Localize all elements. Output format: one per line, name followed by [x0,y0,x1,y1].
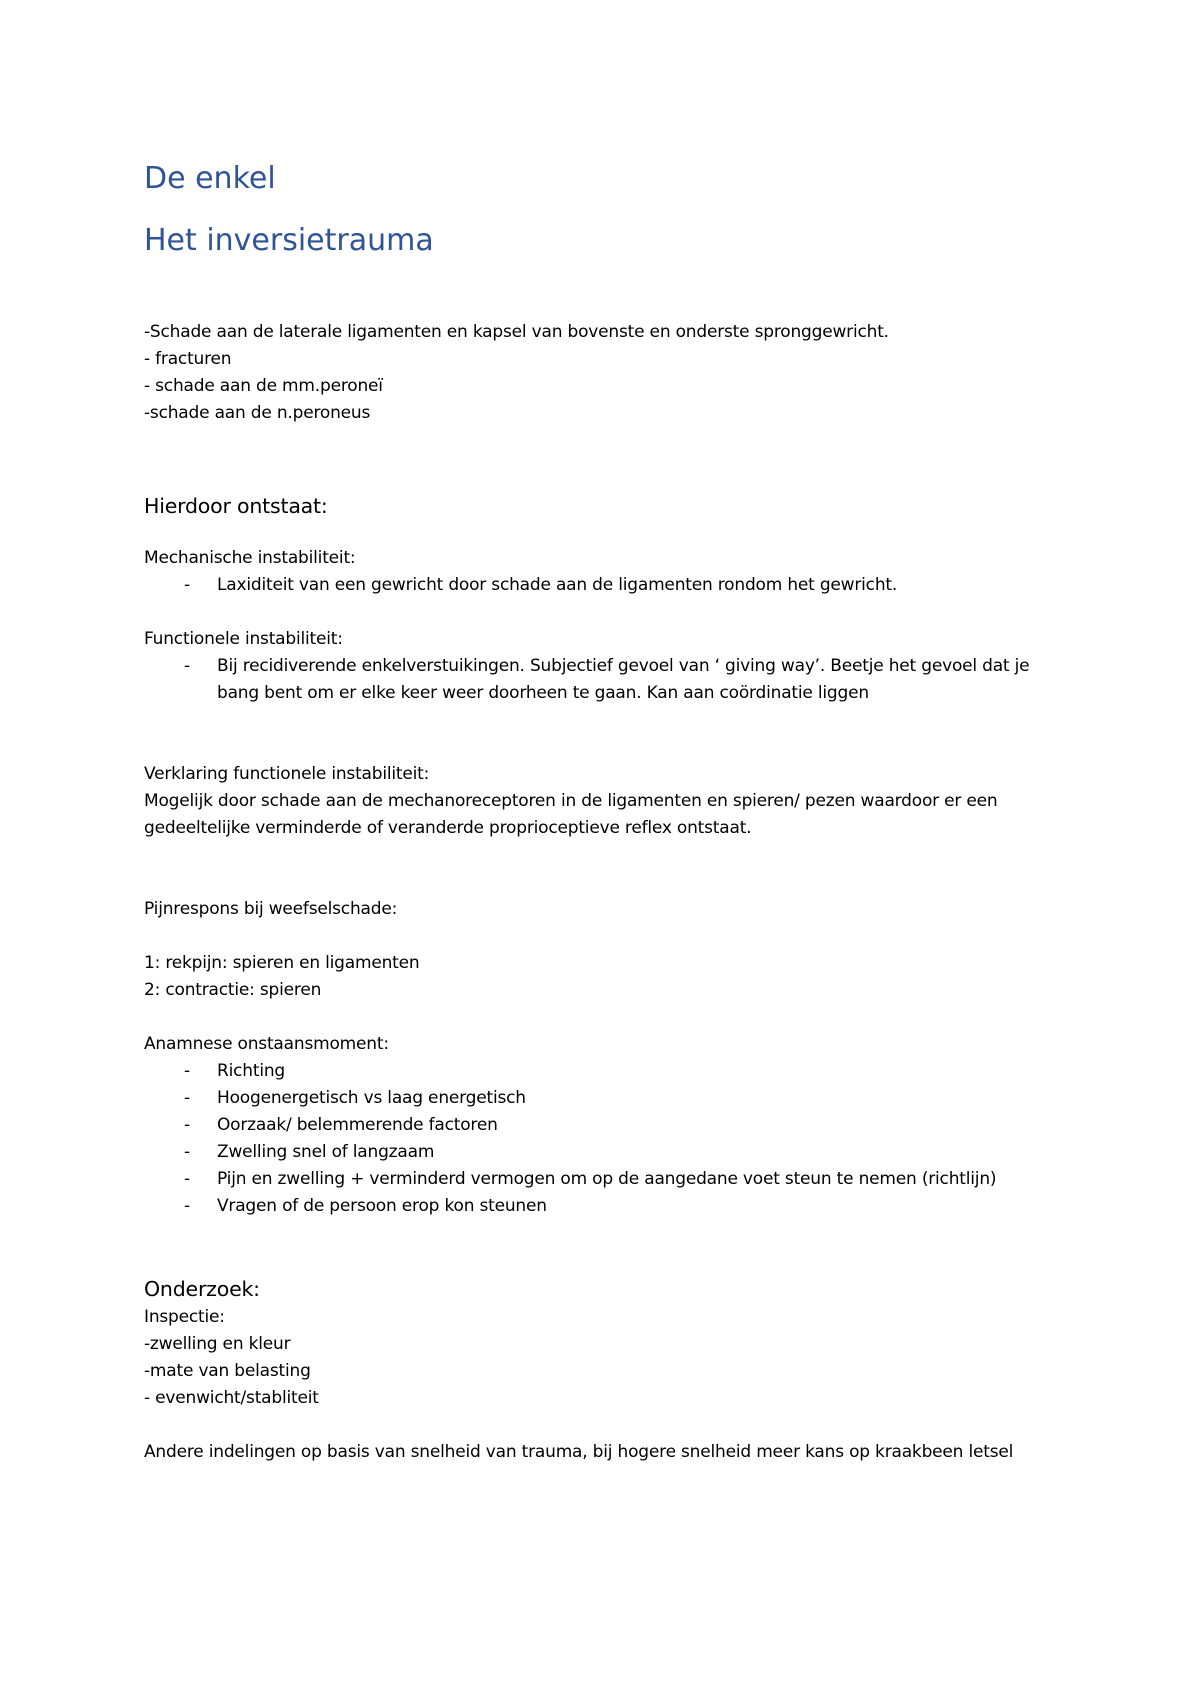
dash-bullet: - [184,1169,190,1189]
list-item [144,1166,1064,1193]
list-item [144,1058,1064,1085]
list-item [144,572,1064,599]
inspectie-label: Inspectie: [144,1307,225,1327]
list-item-text: Laxiditeit van een gewricht door schade aan de ligamenten rondom het gewricht. [217,575,898,595]
document-subtitle: Het inversietrauma [144,223,434,258]
list-item [144,1112,1064,1139]
list-item [144,1085,1064,1112]
dash-bullet: - [184,1115,190,1135]
functioneel-label: Functionele instabiliteit: [144,629,343,649]
intro-line: -Schade aan de laterale ligamenten en kapsel van bovenste en onderste spronggewricht. [144,322,889,342]
pijnrespons-label: Pijnrespons bij weefselschade: [144,899,398,919]
inspectie-item: -zwelling en kleur [144,1334,291,1354]
dash-bullet: - [184,1088,190,1108]
intro-line: - schade aan de mm.peroneï [144,376,383,396]
document-title: De enkel [144,161,276,196]
anamnese-list [144,1058,1064,1220]
list-item [144,1139,1064,1166]
anamnese-label: Anamnese onstaansmoment: [144,1034,389,1054]
document-content [144,160,1064,1466]
dash-bullet: - [184,656,190,676]
dash-bullet: - [184,1142,190,1162]
mechanisch-label: Mechanische instabiliteit: [144,548,356,568]
list-item-text: Bij recidiverende enkelverstuikingen. Subjectief gevoel van ‘ giving way’. Beetje het gevoel dat je bang bent om er elke keer weer doorheen te gaan. Kan aan coördinatie liggen [217,656,1030,703]
list-item-text: Zwelling snel of langzaam [217,1142,435,1162]
pijnrespons-item: 1: rekpijn: spieren en ligamenten [144,953,420,973]
list-item [144,1193,1064,1220]
dash-bullet: - [184,1196,190,1216]
dash-bullet: - [184,575,190,595]
functioneel-list [144,653,1064,707]
verklaring-text: Mogelijk door schade aan de mechanoreceptoren in de ligamenten en spieren/ pezen waardoor er een gedeeltelijke verminderde of veranderde proprioceptieve reflex ontstaat. [144,791,998,838]
list-item-text: Hoogenergetisch vs laag energetisch [217,1088,526,1108]
mechanisch-list [144,572,1064,599]
list-item-text: Oorzaak/ belemmerende factoren [217,1115,498,1135]
list-item-text: Pijn en zwelling + verminderd vermogen om op de aangedane voet steun te nemen (richtlijn) [217,1169,997,1189]
list-item [144,653,1064,707]
intro-line: - fracturen [144,349,232,369]
intro-list [144,319,1064,427]
pijnrespons-item: 2: contractie: spieren [144,980,322,1000]
section-heading-onderzoek: Onderzoek: [144,1277,260,1301]
slot-paragraph: Andere indelingen op basis van snelheid van trauma, bij hogere snelheid meer kans op kraakbeen letsel [144,1442,1014,1462]
list-item-text: Richting [217,1061,286,1081]
inspectie-item: -mate van belasting [144,1361,311,1381]
list-item-text: Vragen of de persoon erop kon steunen [217,1196,547,1216]
section-heading-hierdoor: Hierdoor ontstaat: [144,494,328,518]
inspectie-item: - evenwicht/stabliteit [144,1388,319,1408]
dash-bullet: - [184,1061,190,1081]
verklaring-label: Verklaring functionele instabiliteit: [144,764,430,784]
intro-line: -schade aan de n.peroneus [144,403,371,423]
